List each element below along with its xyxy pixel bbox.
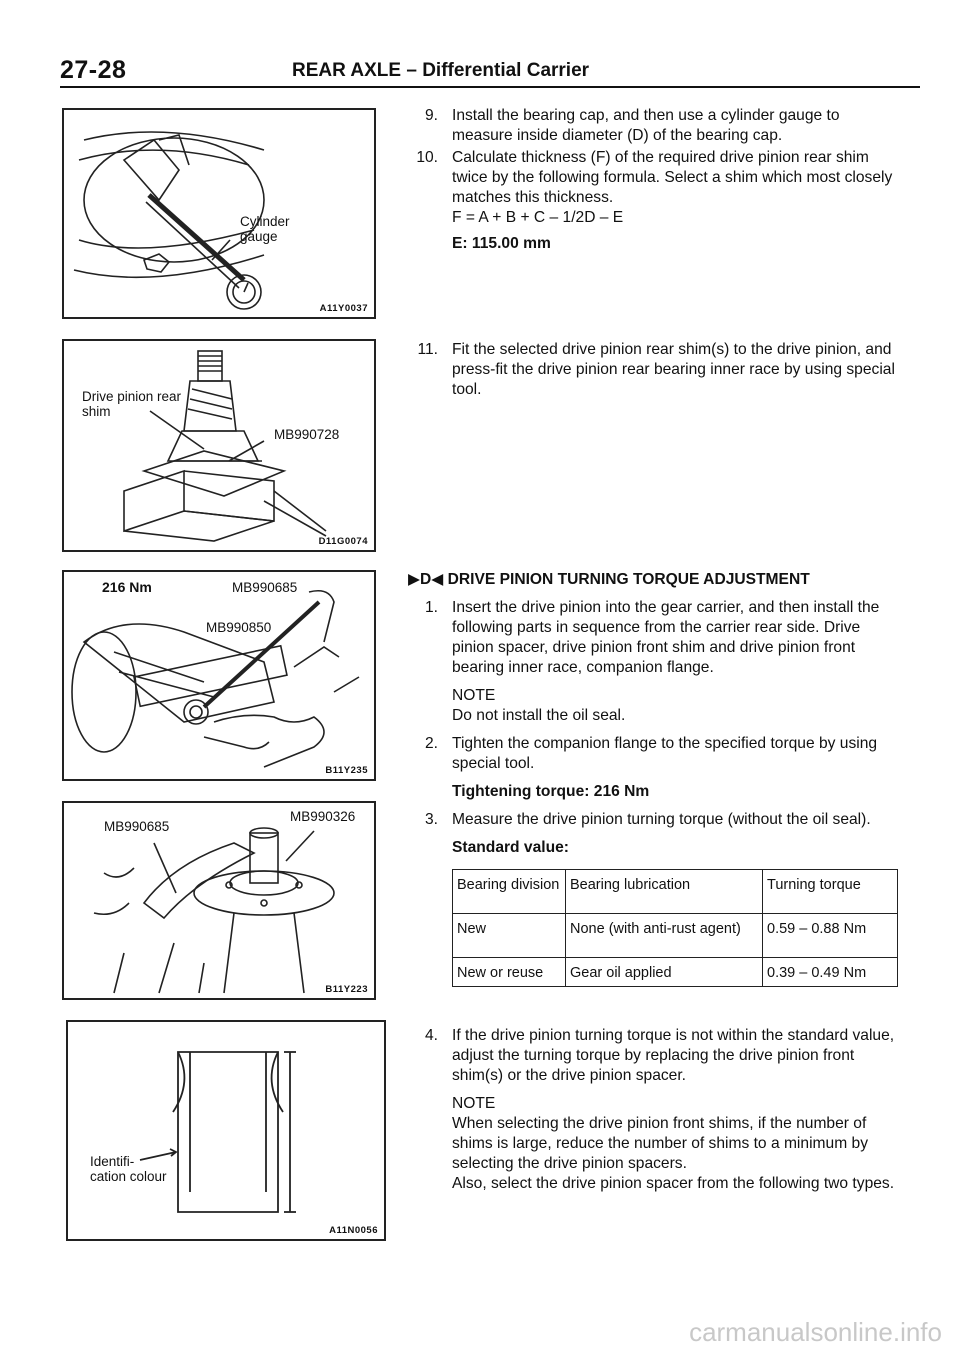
note-label: NOTE bbox=[452, 687, 496, 704]
step-text: Calculate thickness (F) of the required drive pinion rear shim twice by the following formula. Select a shim which most closely matches this thickness. bbox=[452, 149, 893, 206]
step-number: 4. bbox=[424, 1027, 438, 1044]
section-step-1 bbox=[408, 598, 904, 678]
step-text: Insert the drive pinion into the gear carrier, and then install the following parts in sequence from the carrier rear side. Drive pinion spacer, drive pinion front shim and drive pinion front bearing inner race, companion flange. bbox=[452, 599, 880, 676]
figure-label: MB990685 bbox=[104, 819, 170, 834]
table-row bbox=[453, 958, 898, 987]
note-text: Also, select the drive pinion spacer from the following two types. bbox=[452, 1175, 895, 1192]
section-title: DRIVE PINION TURNING TORQUE ADJUSTMENT bbox=[447, 571, 810, 588]
page-title: REAR AXLE – Differential Carrier bbox=[292, 60, 590, 81]
step-number: 1. bbox=[424, 599, 438, 616]
figure-drive-pinion-rear-shim bbox=[62, 339, 376, 552]
table-header: Bearing division bbox=[453, 870, 566, 914]
page-header bbox=[60, 56, 920, 84]
step-number: 9. bbox=[424, 107, 438, 124]
section-step-2 bbox=[408, 734, 904, 774]
step-text: If the drive pinion turning torque is not within the standard value, adjust the turning torque by replacing the drive pinion front shim(s) or the drive pinion spacer. bbox=[452, 1027, 895, 1084]
section-step-4 bbox=[408, 1026, 904, 1086]
step-11 bbox=[408, 340, 904, 400]
figure-cylinder-gauge bbox=[62, 108, 376, 319]
figure-code: A11N0056 bbox=[329, 1225, 378, 1236]
section-heading bbox=[408, 570, 904, 590]
figure-code: A11Y0037 bbox=[319, 303, 368, 314]
figure-label: Drive pinion rear shim bbox=[82, 389, 182, 419]
figure-label: Identifi-cation colour bbox=[90, 1154, 167, 1184]
figure-code: B11Y223 bbox=[325, 984, 368, 995]
table-cell: New bbox=[453, 914, 566, 958]
figure-label: MB990850 bbox=[206, 620, 272, 635]
table-cell: None (with anti-rust agent) bbox=[566, 914, 763, 958]
table-header-row bbox=[453, 870, 898, 914]
step-11-block bbox=[408, 340, 904, 400]
section-step-3 bbox=[408, 810, 904, 830]
step-10 bbox=[408, 148, 904, 254]
formula: F = A + B + C – 1/2D – E bbox=[452, 209, 624, 226]
torque-label: 216 Nm bbox=[102, 579, 152, 595]
step-text: Fit the selected drive pinion rear shim(s) to the drive pinion, and press-fit the drive pinion rear bearing inner race by using special tool. bbox=[452, 341, 895, 398]
formula-value: E: 115.00 mm bbox=[452, 235, 551, 252]
table-cell: 0.59 – 0.88 Nm bbox=[763, 914, 898, 958]
torque-wrench-illustration bbox=[64, 572, 376, 781]
figure-code: D11G0074 bbox=[318, 536, 368, 547]
step-number: 11. bbox=[417, 341, 438, 358]
figure-label: MB990326 bbox=[290, 809, 356, 824]
standard-value-label: Standard value: bbox=[452, 839, 569, 856]
spacer-illustration bbox=[68, 1022, 386, 1241]
figure-code: B11Y235 bbox=[325, 765, 368, 776]
page-number: 27-28 bbox=[60, 56, 127, 84]
steps-9-10 bbox=[408, 106, 904, 254]
table-cell: 0.39 – 0.49 Nm bbox=[763, 958, 898, 987]
note-label: NOTE bbox=[452, 1095, 496, 1112]
watermark: carmanualsonline.info bbox=[689, 1317, 942, 1347]
step-text: Measure the drive pinion turning torque (without the oil seal). bbox=[452, 811, 871, 828]
table-row bbox=[453, 914, 898, 958]
table-cell: Gear oil applied bbox=[566, 958, 763, 987]
figure-label: MB990728 bbox=[274, 427, 340, 442]
figure-torque-wrench bbox=[62, 570, 376, 781]
note-text: Do not install the oil seal. bbox=[452, 707, 626, 724]
section-step-4-block bbox=[408, 1026, 904, 1194]
table-header: Turning torque bbox=[763, 870, 898, 914]
step-number: 2. bbox=[424, 735, 438, 752]
figure-spacer-identification bbox=[66, 1020, 386, 1241]
turning-torque-table bbox=[452, 869, 898, 987]
figure-label: MB990685 bbox=[232, 580, 298, 595]
header-rule bbox=[60, 86, 920, 88]
step-9 bbox=[408, 106, 904, 146]
table-header: Bearing lubrication bbox=[566, 870, 763, 914]
table-cell: New or reuse bbox=[453, 958, 566, 987]
section-marker: ▶D◀ bbox=[408, 571, 444, 588]
tightening-torque: Tightening torque: 216 Nm bbox=[452, 783, 650, 800]
figure-turning-torque bbox=[62, 801, 376, 1000]
step-text: Tighten the companion flange to the specified torque by using special tool. bbox=[452, 735, 878, 772]
step-number: 10. bbox=[416, 149, 438, 166]
cylinder-gauge-illustration bbox=[64, 110, 376, 319]
figure-label: Cylinder gauge bbox=[240, 214, 290, 244]
press-fit-illustration bbox=[64, 341, 376, 552]
step-text: Install the bearing cap, and then use a cylinder gauge to measure inside diameter (D) of the bearing cap. bbox=[452, 107, 840, 144]
step-number: 3. bbox=[424, 811, 438, 828]
section-turning-torque bbox=[408, 570, 904, 858]
note-text: When selecting the drive pinion front shims, if the number of shims is large, reduce the number of shims to a minimum by selecting the drive pinion spacers. bbox=[452, 1115, 868, 1172]
